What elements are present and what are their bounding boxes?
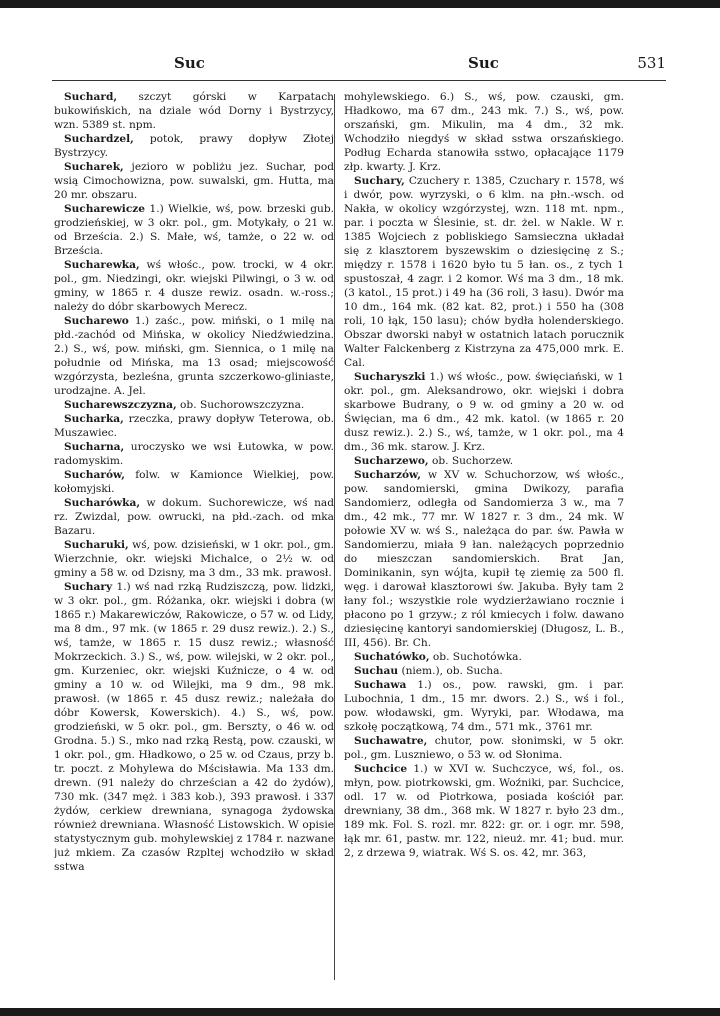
entry-headword: Suchard, — [64, 91, 118, 103]
entry — [54, 412, 334, 440]
column-divider — [334, 94, 335, 980]
entry — [54, 440, 334, 468]
entry-text: szczyt górski w Karpatach bukowińskich, na dziale wód Dorny i Bystrzycy, wzn. 5389 st. npm. — [54, 91, 334, 131]
entry-headword: Suchau — [354, 665, 399, 677]
scan-bottom-edge — [0, 1008, 720, 1016]
entry-text: 1.) Wielkie, wś, pow. brzeski gub. grodzieńskiej, w 3 okr. pol., gm. Motykały, o 21 w. od Brześcia. 2.) S. Małe, wś, tamże, o 22 w. od Brześcia. — [54, 203, 334, 257]
entry-text: 1.) os., pow. rawski, gm. i par. Lubochnia, 1 dm., 15 mr. dwors. 2.) S., wś i fol., pow. włodawski, gm. Wyryki, par. Włodawa, ma szkołę początkową, 74 dm., 571 mk., 3761 mr. — [344, 679, 624, 733]
entry-headword: Sucharka, — [64, 413, 124, 425]
entry-headword: Sucharów, — [64, 469, 125, 481]
entry — [344, 678, 624, 734]
entry-headword: Sucharewka, — [64, 259, 140, 271]
entry — [344, 370, 624, 454]
entry-text: ob. Suchotówka. — [429, 651, 522, 663]
entry — [54, 538, 334, 580]
entry-text: wś, pow. dzisieński, w 1 okr. pol., gm. Wierzchnie, okr. wiejski Michalce, o 2½ w. od gminy a 58 w. od Dzisny, ma 3 dm., 33 mk. prawosł. — [54, 539, 334, 579]
entry-headword: Sucharewo — [64, 315, 129, 327]
entry-text: w XV w. Schuchorzow, wś włośc., pow. sandomierski, gmina Dwikozy, parafia Sandomierz, odległa od Sandomierza 3 w., ma 7 dm., 42 mk., 77 mr. W 1827 r. 3 dm., 24 mk. W połowie XV w. wś S., należąca do par. św. Pawła w Sandomierzu, miała 9 łan. należących poprzednio do mieszczan sandomierskich. Brat Jan, Dominikanin, syn wójta, kupił tę ziemię za 500 fl. węg. i darował klasztorowi św. Jakuba. Były tam 2 łany fol.; wszystkie role wydzierżawiano rocznie i płacono po 1 grzyw.; z ról kmiecych i folw. dawano dziesięcinę kantoryi sandomierskiej (Długosz, L. B., III, 456). Br. Ch. — [344, 469, 624, 649]
entry-headword: Suchawa — [354, 679, 407, 691]
page-number: 531 — [637, 54, 666, 72]
running-header — [52, 54, 666, 74]
entry-text: w dokum. Suchorewicze, wś nad rz. Zwizdal, pow. owrucki, na płd.-zach. od mka Bazaru. — [54, 497, 334, 537]
header-left-title: Suc — [174, 54, 205, 72]
entry-headword: Suchcice — [354, 763, 408, 775]
entry — [54, 580, 334, 874]
entry — [344, 468, 624, 650]
entry-text: mohylewskiego. 6.) S., wś, pow. czauski, gm. Hładkowo, ma 67 dm., 243 mk. 7.) S., wś, pow. orszański, gm. Mikulin, ma 4 dm., 32 mk. Wchodziło niegdyś w skład sstwa orszańskiego. Podług Echarda stanowiła sstwo, opłacające 1179 złp. kwarty. J. Krz. — [344, 91, 624, 173]
entry-text: 1.) zaśc., pow. miński, o 1 milę na płd.-zachód od Mińska, w okolicy Niedźwiedzina. 2.) S., wś, pow. miński, gm. Siennica, o 1 milę na południe od Mińska, ma 13 osad; miejscowość wzgórzysta, bezleśna, grunta szczerkowo-gliniaste, urodzajne. A. Jel. — [54, 315, 334, 397]
entry-headword: Sucharewszczyzna, — [64, 399, 177, 411]
entry-headword: Sucharuki, — [64, 539, 129, 551]
entry-text: 1.) w XVI w. Suchczyce, wś, fol., os. młyn, pow. piotrkowski, gm. Woźniki, par. Suchcice, odl. 17 w. od Piotrkowa, posiada kościół par. drewniany, 38 dm., 368 mk. W 1827 r. było 23 dm., 189 mk. Fol. S. rozl. mr. 822: gr. or. i ogr. mr. 598, łąk mr. 61, pastw. mr. 122, nieuż. mr. 41; bud. mur. 2, z drzewa 9, wiatrak. Wś S. os. 42, mr. 363, — [344, 763, 624, 859]
entry — [54, 202, 334, 258]
entry-text: wś włośc., pow. trocki, w 4 okr. pol., gm. Niedzingi, okr. wiejski Pilwingi, o 3 w. od gminy, w 1865 r. 4 dusze rewiz. osadn. w.-ross.; należy do dóbr skarbowych Merecz. — [54, 259, 334, 313]
scan-top-edge — [0, 0, 720, 8]
entry-headword: Sucharzów, — [354, 469, 421, 481]
entry-headword: Sucharzewo, — [354, 455, 429, 467]
entry-text: 1.) wś nad rzką Rudziszczą, pow. lidzki, w 3 okr. pol., gm. Różanka, okr. wiejski i dobra (w 1865 r.) Makarewiczów, Rakowicze, o 57 w. od Lidy, ma 8 dm., 97 mk. (w 1865 r. 29 dusz rewiz.). 2.) S., wś, tamże, w 1865 r. 15 dusz rewiz.; własność Mokrzeckich. 3.) S., wś, pow. wilejski, w 2 okr. pol., gm. Kurzeniec, okr. wiejski Kuźnicze, o 4 w. od gminy a 10 w. od Wilejki, ma 9 dm., 98 mk. prawosł. (w 1865 r. 45 dusz rewiz.; należała do dóbr Kowersk, Kowerskich). 4.) S., wś, pow. grodzieński, w 5 okr. pol., gm. Bersztу, o 46 w. od Grodna. 5.) S., mko nad rzką Restą, pow. czauski, w 1 okr. pol., gm. Hładkowo, o 25 w. od Czaus, przy b. tr. poczt. z Mohylewa do Mścisławia. Ma 133 dm. drewn. (91 należy do chrześcian a 42 do żydów), 730 mk. (347 męż. i 383 kob.), 393 prawosł. i 337 żydów, cerkiew drewniana, synagoga żydowska również drewniana. Własność Listowskich. W opisie statystycznym gub. mohylewskiej z 1784 r. nazwane już mkiem. Za czasów Rzpltej wchodziło w skład sstwa — [54, 581, 334, 873]
entry — [344, 664, 624, 678]
entry-text: (niem.), ob. Sucha. — [398, 665, 503, 677]
entry-headword: Suchary — [64, 581, 113, 593]
entry — [344, 762, 624, 860]
entry-text: jezioro w pobliżu jez. Suchar, pod wsią Cimochowizna, pow. suwalski, gm. Hutta, ma 20 mr. obszaru. — [54, 161, 334, 201]
entry-text: chutor, pow. słonimski, w 5 okr. pol., gm. Luszniewo, o 53 w. od Słonima. — [344, 735, 624, 761]
entry — [54, 468, 334, 496]
entry-headword: Sucharewicze — [64, 203, 146, 215]
entry-text: folw. w Kamionce Wielkiej, pow. kołomyjski. — [54, 469, 334, 495]
entry-text: ob. Suchorzew. — [428, 455, 514, 467]
entry-headword: Suchatówko, — [354, 651, 430, 663]
entry-text: rzeczka, prawy dopływ Teterowa, ob. Muszawiec. — [54, 413, 334, 439]
entry-headword: Sucharek, — [64, 161, 124, 173]
entry — [344, 734, 624, 762]
entry-text: 1.) wś włośc., pow. święciański, w 1 okr. pol., gm. Aleksandrowo, okr. wiejski i dobra skarbowe Budrany, o 9 w. od gminy a 20 w. od Święcian, ma 6 dm., 42 mk. katol. (w 1865 r. 20 dusz rewiz.). 2.) S., wś, tamże, w 1 okr. pol., ma 4 dm., 36 mk. starow. J. Krz. — [344, 371, 624, 453]
entry-headword: Suchary, — [354, 175, 405, 187]
entry — [344, 650, 624, 664]
entry — [54, 398, 334, 412]
header-right-title: Suc — [468, 54, 499, 72]
entry-headword: Sucharna, — [64, 441, 125, 453]
left-column — [54, 90, 334, 990]
right-column — [344, 90, 624, 990]
entry — [344, 174, 624, 370]
entry-text: ob. Suchorowszczyzna. — [176, 399, 305, 411]
entry-headword: Sucharyszki — [354, 371, 426, 383]
entry — [54, 160, 334, 202]
entry-headword: Suchawatre, — [354, 735, 428, 747]
entry-text: Czuchery r. 1385, Czuchary r. 1578, wś i dwór, pow. wyrzyski, o 6 klm. na płn.-wsch. od Nakła, w okolicy wzgórzystej, wzn. 118 mt. npm., par. i poczta w Ślesinie, st. dr. żel. w Nakle. W r. 1385 Wojciech z pobliskiego Samsieczna układał się z klasztorem byszewskim o dziesięcinę z S.; między r. 1578 i 1620 było tu 5 łan. os., z tych 1 spustoszał, 4 zagr. i 2 komor. Wś ma 3 dm., 18 mk. (3 katol., 15 prot.) i 49 ha (36 roli, 3 łasu). Dwór ma 10 dm., 164 mk. (82 kat. 82, prot.) i 550 ha (308 roli, 10 łąk, 150 lasu); chów bydła holenderskiego. Obszar dworski nabył w ostatnich latach porucznik Walter Falckenberg z Kistrzyna za 475,000 mrk. E. Cal. — [344, 175, 624, 369]
entry-continuation — [344, 90, 624, 174]
entry-headword: Sucharówka, — [64, 497, 141, 509]
entry-text: uroczysko we wsi Łutowka, w pow. radomyskim. — [54, 441, 334, 467]
entry — [54, 90, 334, 132]
entry — [54, 258, 334, 314]
entry — [344, 454, 624, 468]
header-rule — [52, 80, 666, 81]
entry — [54, 132, 334, 160]
entry-text: potok, prawy dopływ Złotej Bystrzycy. — [54, 133, 334, 159]
entry — [54, 496, 334, 538]
entry — [54, 314, 334, 398]
entry-headword: Suchardzel, — [64, 133, 134, 145]
